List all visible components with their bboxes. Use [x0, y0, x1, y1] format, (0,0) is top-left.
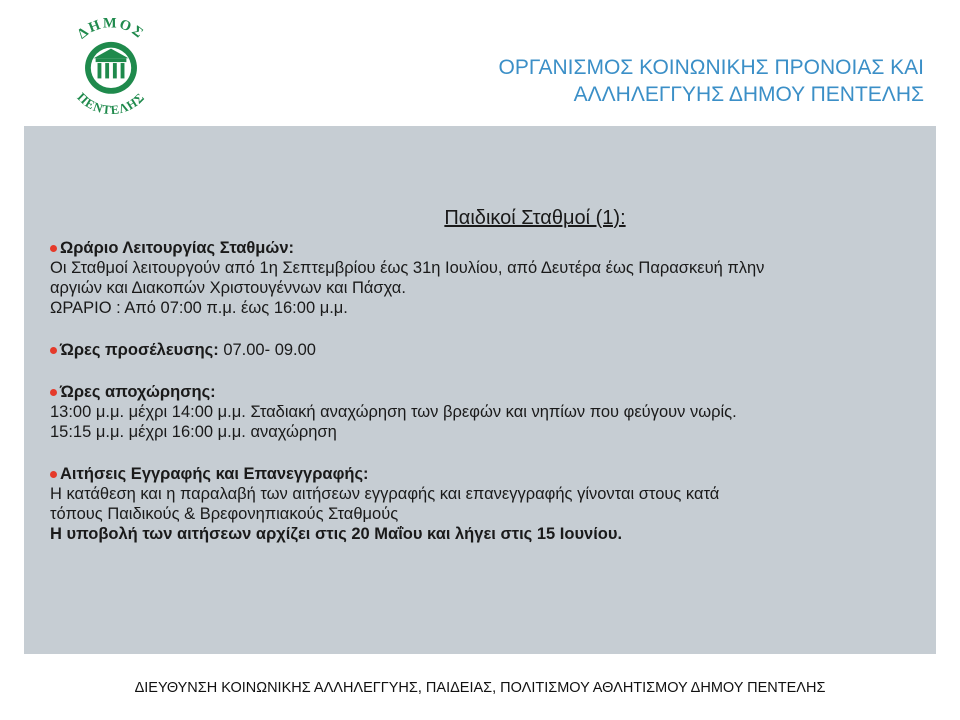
organization-title-line-1: ΟΡΓΑΝΙΣΜΟΣ ΚΟΙΝΩΝΙΚΗΣ ΠΡΟΝΟΙΑΣ ΚΑΙ: [498, 56, 924, 79]
footer: [0, 654, 960, 720]
logo-text-top: ΔΗΜΟΣ: [74, 15, 148, 43]
organization-title-line-2: ΑΛΛΗΛΕΓΓΥΗΣ ΔΗΜΟΥ ΠΕΝΤΕΛΗΣ: [573, 83, 924, 106]
section-applications: [50, 464, 930, 544]
bullet-icon: [50, 389, 57, 396]
arrival-hours-value: 07.00- 09.00: [218, 341, 316, 359]
text-line: Η κατάθεση και η παραλαβή των αιτήσεων εγγραφής και επανεγγραφής γίνονται στους κατά: [50, 485, 720, 503]
section-heading: [50, 382, 930, 402]
logo-text-bottom: ΠΕΝΤΕΛΗΣ: [74, 89, 148, 114]
text-line: 15:15 μ.μ. μέχρι 16:00 μ.μ. αναχώρηση: [50, 423, 337, 441]
bullet-icon: [50, 347, 57, 354]
text-line: ΩΡΑΡΙΟ : Από 07:00 π.μ. έως 16:00 μ.μ.: [50, 299, 348, 317]
text-line: τόπους Παιδικούς & Βρεφονηπιακούς Σταθμούς: [50, 505, 399, 523]
section-departure-hours: [50, 382, 930, 442]
section-arrival-hours: [50, 340, 930, 360]
heading-text: Αιτήσεις Εγγραφής και Επανεγγραφής:: [60, 465, 369, 483]
text-line: αργιών και Διακοπών Χριστουγέννων και Πάσχα.: [50, 279, 406, 297]
bullet-icon: [50, 245, 57, 252]
heading-text: Ωράριο Λειτουργίας Σταθμών:: [60, 239, 294, 257]
heading-text: Ώρες αποχώρησης:: [60, 383, 216, 401]
organization-title: [364, 54, 924, 108]
svg-text:ΔΗΜΟΣ: [75, 15, 148, 42]
section-operating-hours: [50, 238, 930, 318]
text-line: Οι Σταθμοί λειτουργούν από 1η Σεπτεμβρίου έως 31η Ιουλίου, από Δευτέρα έως Παρασκευή πλην: [50, 259, 765, 277]
section-heading: [50, 340, 930, 360]
section-heading: [50, 464, 930, 484]
bullet-icon: [50, 471, 57, 478]
header: [0, 0, 960, 126]
main-content: [50, 206, 930, 564]
text-line: 13:00 μ.μ. μέχρι 14:00 μ.μ. Σταδιακή αναχώρηση των βρεφών και νηπίων που φεύγουν νωρίς.: [50, 403, 737, 421]
section-heading: [50, 238, 930, 258]
footer-text: ΔΙΕΥΘΥΝΣΗ ΚΟΙΝΩΝΙΚΗΣ ΑΛΛΗΛΕΓΓΥΗΣ, ΠΑΙΔΕΙΑΣ, ΠΟΛΙΤΙΣΜΟΥ ΑΘΛΗΤΙΣΜΟΥ ΔΗΜΟΥ ΠΕΝΤΕΛΗΣ: [134, 680, 826, 696]
page-title: Παιδικοί Σταθμοί (1):: [444, 207, 626, 229]
municipality-logo: [52, 14, 170, 114]
application-deadline: Η υποβολή των αιτήσεων αρχίζει στις 20 Μαΐου και λήγει στις 15 Ιουνίου.: [50, 525, 623, 543]
heading-text: Ώρες προσέλευσης:: [60, 341, 219, 359]
